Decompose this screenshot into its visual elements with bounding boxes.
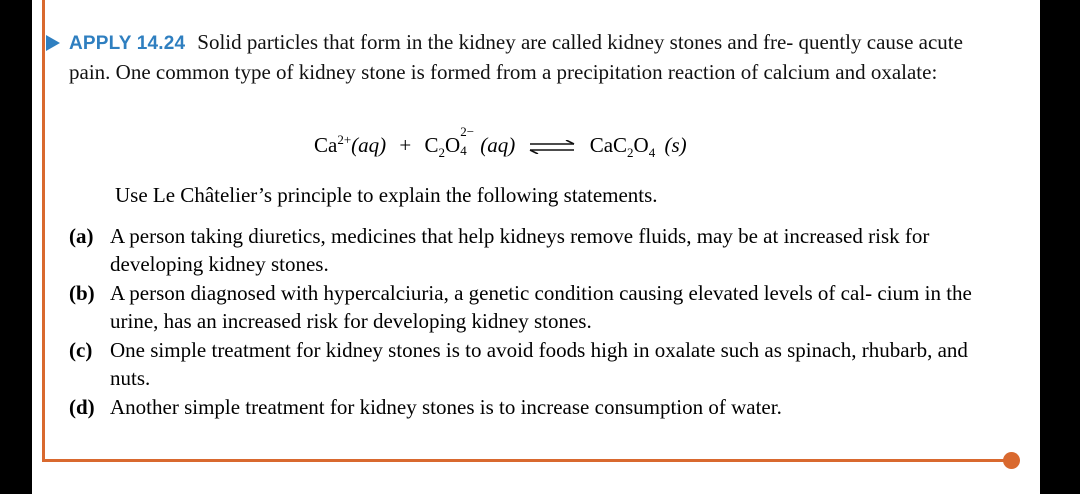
eq-calcium-phase: (aq) bbox=[351, 133, 387, 157]
problem-item-c bbox=[69, 336, 1009, 392]
problem-intro bbox=[69, 28, 1009, 86]
left-accent-rule bbox=[42, 0, 45, 462]
problem-heading: APPLY 14.24 bbox=[69, 33, 186, 54]
rule-end-dot bbox=[1003, 452, 1020, 469]
chemical-equation bbox=[314, 124, 687, 161]
eq-product-c-sub: 2 bbox=[627, 145, 634, 161]
eq-plus: + bbox=[399, 133, 412, 157]
item-text: Another simple treatment for kidney stones is to increase consumption of water. bbox=[110, 395, 782, 419]
eq-oxalate-c: C bbox=[424, 133, 439, 157]
problem-items bbox=[69, 222, 1009, 422]
eq-oxalate-subsup bbox=[460, 124, 480, 158]
item-text: One simple treatment for kidney stones is to avoid foods high in oxalate such as spinach, rhubarb, and nuts. bbox=[110, 338, 968, 390]
item-label: (b) bbox=[69, 281, 95, 305]
item-text: A person taking diuretics, medicines that help kidneys remove fluids, may be at increased risk for developing kidney stones. bbox=[110, 224, 930, 276]
item-label: (d) bbox=[69, 395, 95, 419]
problem-intro-text: Solid particles that form in the kidney are called kidney stones and fre- quently cause acute pain. One common type of kidney stone is formed from a precipitation reaction of calcium and oxalate: bbox=[69, 30, 963, 84]
eq-calcium: Ca bbox=[314, 133, 338, 157]
eq-product-ca: CaC bbox=[589, 133, 628, 157]
eq-oxalate-c-sub: 2 bbox=[438, 145, 446, 161]
eq-oxalate-charge: 2− bbox=[460, 124, 475, 139]
problem-instruction: Use Le Châtelier’s principle to explain the following statements. bbox=[115, 183, 658, 207]
eq-oxalate-phase: (aq) bbox=[480, 133, 516, 157]
item-text: A person diagnosed with hypercalciuria, a genetic condition causing elevated levels of cal- cium in the urine, has an increased risk for developing kidney stones. bbox=[110, 281, 972, 333]
eq-calcium-charge: 2+ bbox=[337, 132, 352, 147]
equilibrium-arrow-icon bbox=[528, 140, 576, 154]
eq-product-o: O bbox=[633, 133, 649, 157]
item-label: (a) bbox=[69, 224, 94, 248]
eq-oxalate-o: O bbox=[445, 133, 461, 157]
eq-product-o-sub: 4 bbox=[648, 145, 656, 161]
problem-item-d bbox=[69, 393, 1009, 421]
problem-item-b bbox=[69, 279, 1009, 335]
eq-product-phase: (s) bbox=[664, 133, 687, 157]
play-triangle-icon bbox=[46, 35, 60, 51]
item-label: (c) bbox=[69, 338, 93, 362]
bottom-accent-rule bbox=[42, 459, 1012, 462]
problem-item-a bbox=[69, 222, 1009, 278]
problem-intro-block bbox=[69, 28, 1009, 86]
eq-oxalate-o-sub: 4 bbox=[460, 143, 467, 158]
